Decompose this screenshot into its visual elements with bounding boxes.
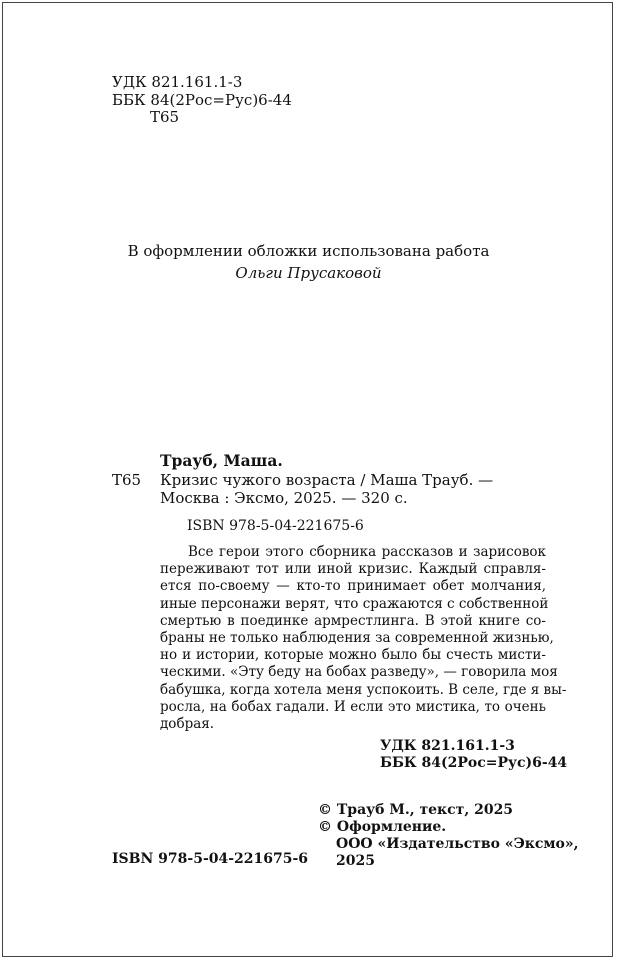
- publisher-name: ООО «Издательство «Эксмо»,: [336, 836, 579, 852]
- annotation-line: переживают тот или иной кризис. Каждый справля-: [160, 561, 546, 578]
- bbk-code-top: ББК 84(2Рос=Рус)6-44: [112, 91, 292, 109]
- annotation-line: браны не только наблюдения за современной жизнью,: [160, 630, 554, 647]
- isbn-bottom: ISBN 978-5-04-221675-6: [112, 851, 309, 867]
- copyright-text: © Трауб М., текст, 2025: [318, 802, 514, 818]
- annotation-line: росла, на бобах гадали. И если это мистика, то очень: [160, 698, 546, 715]
- cover-credit: В оформлении обложки использована работа: [127, 242, 490, 260]
- record-author: Трауб, Маша.: [160, 451, 283, 470]
- record-title-line: Кризис чужого возраста / Маша Трауб. —: [160, 471, 494, 489]
- record-imprint-line: Москва : Эксмо, 2025. — 320 с.: [160, 489, 408, 507]
- bbk-code-bottom: ББК 84(2Рос=Рус)6-44: [380, 755, 568, 771]
- record-author-mark: Т65: [112, 471, 142, 489]
- annotation-line: но и истории, которые можно было бы счесть мисти-: [160, 647, 546, 664]
- annotation-paragraph: [160, 544, 567, 733]
- annotation-line: ется по-своему — кто-то принимает обет молчания,: [160, 578, 546, 595]
- copyright-design: © Оформление.: [318, 819, 447, 835]
- annotation-line: ческими. «Эту беду на бобах разведу», — говорила моя: [160, 664, 558, 681]
- publisher-year: 2025: [336, 853, 375, 869]
- record-isbn: ISBN 978-5-04-221675-6: [187, 518, 364, 534]
- annotation-line: бабушка, когда хотела меня успокоить. В селе, где я вы-: [160, 681, 567, 698]
- annotation-line: Все герои этого сборника рассказов и зарисовок: [188, 544, 546, 560]
- annotation-line: иные персонажи верят, что сражаются с собственной: [160, 595, 549, 612]
- annotation-line: добрая.: [160, 716, 215, 733]
- udk-code-bottom: УДК 821.161.1-3: [380, 738, 515, 754]
- annotation-line: смертью в поединке армрестлинга. В этой книге со-: [160, 612, 546, 629]
- cover-artist: Ольги Прусаковой: [235, 264, 382, 282]
- udk-code-top: УДК 821.161.1-3: [112, 73, 243, 91]
- author-mark-top: Т65: [150, 108, 180, 126]
